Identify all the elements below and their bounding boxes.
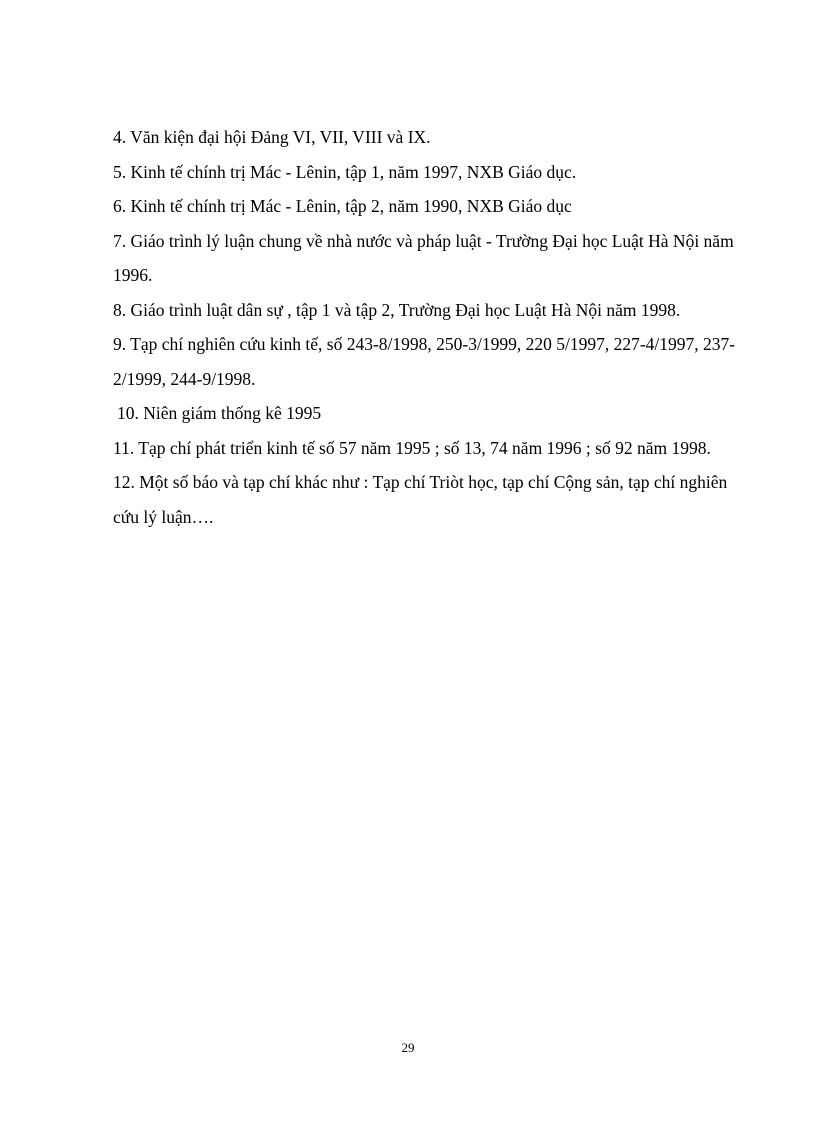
reference-item-12: 12. Một số báo và tạp chí khác như : Tạp chí Triòt học, tạp chí Cộng sản, tạp chí nghiên cứu lý luận…. [113, 472, 728, 527]
reference-item-11: 11. Tạp chí phát triển kinh tế số 57 năm 1995 ; số 13, 74 năm 1996 ; số 92 năm 1998. [113, 437, 711, 458]
reference-item-7: 7. Giáo trình lý luận chung về nhà nước và pháp luật - Trường Đại học Luật Hà Nội năm 1996. [113, 230, 734, 285]
reference-item-9: 9. Tạp chí nghiên cứu kinh tế, số 243-8/1998, 250-3/1999, 220 5/1997, 227-4/1997, 237-2/1999, 244-9/1998. [113, 334, 736, 389]
page-number: 29 [401, 1040, 415, 1055]
reference-item-5: 5. Kinh tế chính trị Mác - Lênin, tập 1, năm 1997, NXB Giáo dục. [113, 161, 577, 182]
reference-item-8: 8. Giáo trình luật dân sự , tập 1 và tập 2, Trường Đại học Luật Hà Nội năm 1998. [113, 299, 681, 320]
reference-item-4: 4. Văn kiện đại hội Đảng VI, VII, VIII và IX. [113, 127, 431, 147]
reference-item-6: 6. Kinh tế chính trị Mác - Lênin, tập 2, năm 1990, NXB Giáo dục [113, 196, 572, 216]
reference-list [113, 120, 743, 534]
reference-item-10: 10. Niên giám thống kê 1995 [117, 403, 322, 423]
